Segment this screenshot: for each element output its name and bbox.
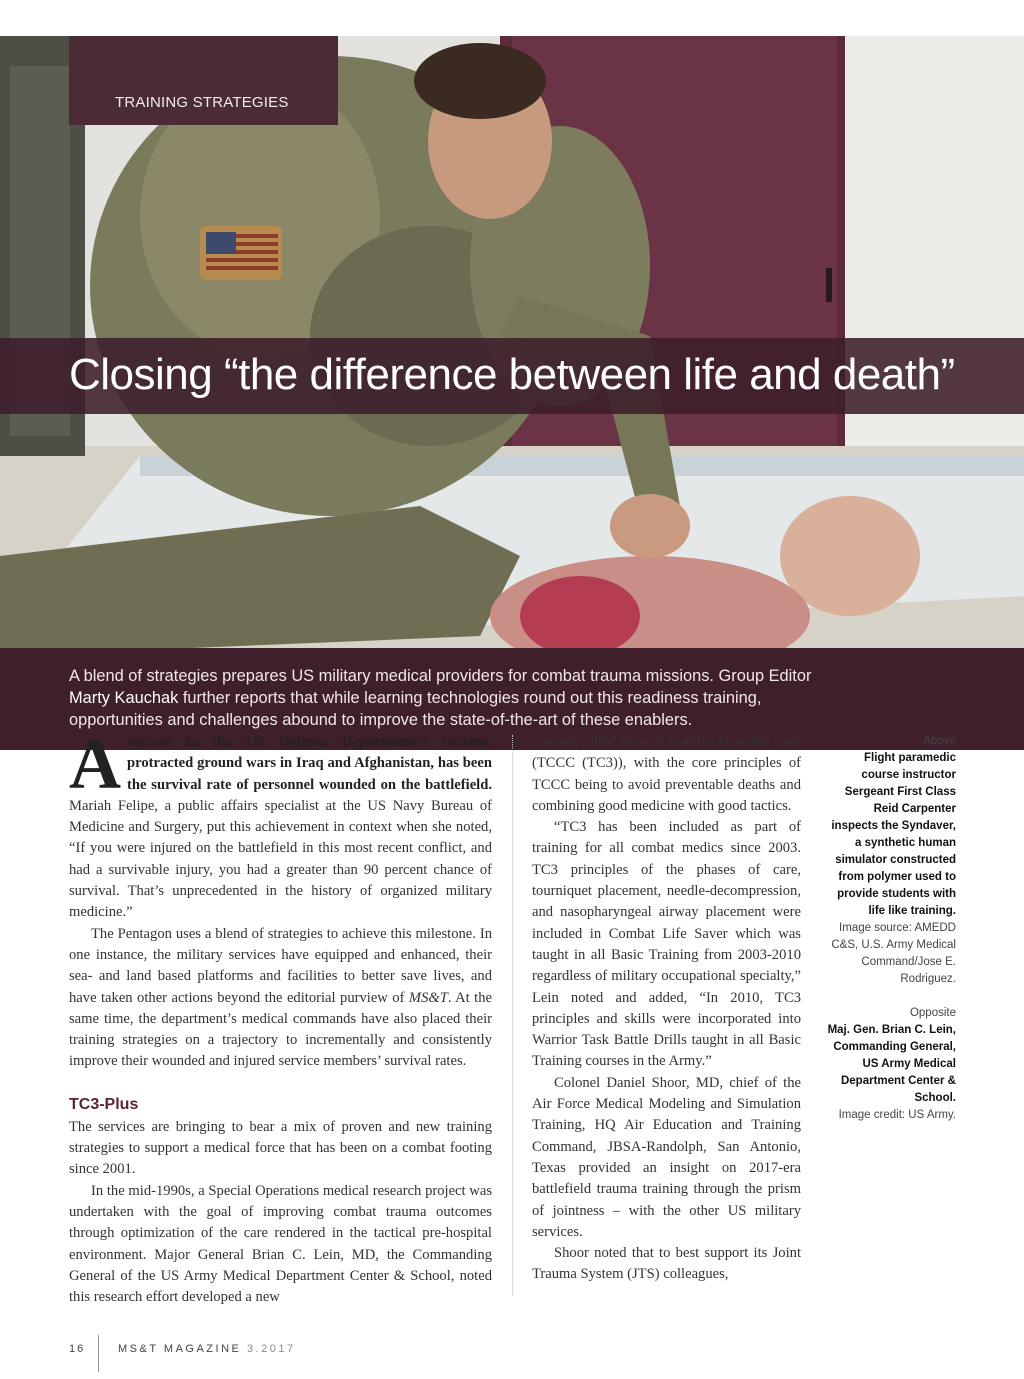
body-column-1 — [69, 724, 492, 1308]
standfirst — [69, 665, 829, 731]
body-paragraph: Shoor noted that to best support its Joint Trauma System (JTS) colleagues, — [532, 1245, 801, 1283]
subhead: TC3-Plus — [69, 1095, 139, 1113]
body-paragraph: In the mid-1990s, a Special Operations medical research project was undertaken with the goal of improving combat trauma outcomes through optimization of the care rendered in the tactical pre-hospital environment. Major General Brian C. Lein, MD, the Commanding General of the US Army Medical Department Center & School, noted this research effort developed a new — [69, 1182, 492, 1306]
drop-cap: A — [69, 724, 121, 804]
magazine-title: MS&T MAGAZINE — [118, 1343, 242, 1355]
body-paragraph: The services are bringing to bear a mix of proven and new training strategies to support a medical force that has been on a combat footing since 2001. — [69, 1118, 492, 1178]
body-paragraph: Colonel Daniel Shoor, MD, chief of the Air Force Medical Modeling and Simulation Training, HQ Air Education and Training Command, JBSA-Randolph, San Antonio, Texas provided an insight on 2017-era battlefield trauma training through the prism of jointness – with the other US military services. — [532, 1074, 801, 1240]
caption-opposite-text: Maj. Gen. Brian C. Lein, Commanding General, US Army Medical Department Center & School. — [827, 1024, 956, 1104]
body-paragraph — [69, 924, 492, 1073]
caption-opposite-credit: Image credit: US Army. — [838, 1109, 956, 1121]
body-column-2 — [532, 732, 801, 1286]
paragraph-text: The Pentagon uses a blend of strategies to achieve this milestone. In one instance, the military services have equipped and enhanced, their sea- and land based platforms and facilities to better save lives, and have taken other actions beyond the editorial purview of — [69, 925, 492, 1006]
author-name: Marty Kauchak — [69, 689, 179, 707]
photo-captions — [826, 733, 956, 1124]
page-number: 16 — [69, 1343, 86, 1355]
standfirst-text-end: further reports that while learning technologies round out this readiness training, opportunities and challenges abound to improve the state-of-the-art of these enablers. — [69, 689, 762, 729]
footer-divider — [98, 1335, 99, 1372]
caption-label-above: Above — [923, 735, 956, 747]
lead-paragraph — [69, 724, 492, 924]
title-band — [0, 338, 1024, 414]
body-paragraph: “TC3 has been included as part of training for all combat medics since 2003. TC3 principles of the phases of care, tourniquet placement, needle-decompression, and nasopharyngeal airway placement were included in Combat Life Saver which was taught in all Basic Training from 2003-2010 regardless of military occupational specialty,” Lein noted and added, “In 2010, TC3 principles and skills were incorporated into Warrior Task Battle Drills taught in all Basic Training courses in the Army.” — [532, 819, 801, 1070]
magazine-footer — [118, 1343, 296, 1355]
standfirst-text: A blend of strategies prepares US military medical providers for combat trauma missions. Group Editor — [69, 667, 812, 685]
paragraph-text: . At the same time, the department’s medical commands have also placed their training strategies on a trajectory to incrementally and consistently improve their wounded and injured service members’ survival rates. — [69, 989, 492, 1070]
issue-number: 3.2017 — [246, 1343, 296, 1355]
caption-label-opposite: Opposite — [909, 1007, 956, 1019]
lead-text: success in the US Defense Department’s current, protracted ground wars in Iraq and Afghanistan, has been the survival rate of personnel wounded on the battlefield. — [127, 734, 492, 793]
section-label: TRAINING STRATEGIES — [115, 94, 289, 111]
caption-above-credit: Image source: AMEDD C&S, U.S. Army Medical Command/Jose E. Rodriguez. — [831, 922, 956, 985]
body-paragraph: concept called Tactical Combat Casualty Care (TCCC (TC3)), with the core principles of TCCC being to avoid preventable deaths and combining good medicine with good tactics. — [532, 734, 801, 814]
caption-above-text: Flight paramedic course instructor Sergeant First Class Reid Carpenter inspects the Syndaver, a synthetic human simulator constructed from polymer used to provide students with life like training. — [831, 752, 956, 917]
lead-rest: Mariah Felipe, a public affairs specialist at the US Navy Bureau of Medicine and Surgery, put this achievement in context when she noted, “If you were injured on the battlefield in this most recent conflict, and had a survivable injury, you had a greater than 90 percent chance of survival. That’s unprecedented in the history of organized military medicine.” — [69, 797, 492, 921]
hero-photo — [0, 36, 1024, 729]
magazine-name: MS&T — [408, 989, 448, 1006]
column-divider — [512, 735, 514, 1295]
article-headline: Closing “the difference between life and death” — [69, 350, 955, 399]
section-tab — [69, 36, 338, 125]
